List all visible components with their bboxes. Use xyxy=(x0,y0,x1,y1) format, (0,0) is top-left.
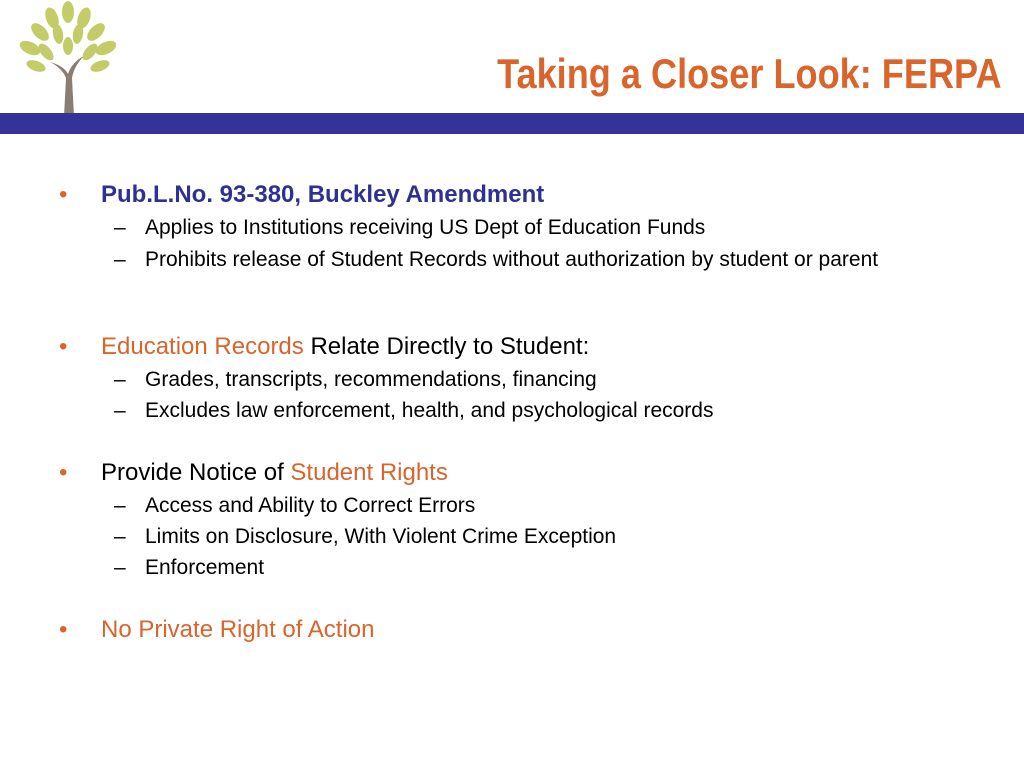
sub-item-text: Grades, transcripts, recommendations, financing xyxy=(145,368,597,391)
bullet-text-highlight: No Private Right of Action xyxy=(101,616,375,643)
dash-glyph: – xyxy=(114,216,126,239)
bullet-student-rights xyxy=(59,459,448,487)
tree-logo-icon xyxy=(12,0,124,116)
sub-item-text: Applies to Institutions receiving US Dept of Education Funds xyxy=(145,216,706,239)
slide-title: Taking a Closer Look: FERPA xyxy=(497,50,1002,97)
sub-item xyxy=(114,247,974,272)
bullet-glyph: • xyxy=(59,459,68,486)
bullet-glyph: • xyxy=(59,333,68,360)
sub-item-text: Access and Ability to Correct Errors xyxy=(145,494,476,517)
dash-glyph: – xyxy=(114,248,126,271)
sub-item xyxy=(114,555,974,580)
bullet-no-private-right xyxy=(59,616,374,644)
bullet-buckley-amendment xyxy=(59,181,544,209)
bullet-text: Provide Notice of xyxy=(101,459,291,486)
sub-item-text: Prohibits release of Student Records without authorization by student or parent xyxy=(145,248,879,271)
dash-glyph: – xyxy=(114,525,126,548)
bullet-text-highlight: Education Records xyxy=(101,333,304,360)
sub-item-text: Limits on Disclosure, With Violent Crime Exception xyxy=(145,525,617,548)
dash-glyph: – xyxy=(114,494,126,517)
sub-item xyxy=(114,493,974,518)
bullet-glyph: • xyxy=(59,181,68,208)
bullet-education-records xyxy=(59,333,589,361)
bullet-text: Pub.L.No. 93-380, Buckley Amendment xyxy=(101,181,545,208)
sub-item xyxy=(114,215,974,240)
bullet-text-highlight: Student Rights xyxy=(290,459,448,486)
title-divider-bar xyxy=(0,113,1024,134)
sub-item xyxy=(114,524,974,549)
sub-item xyxy=(114,367,974,392)
bullet-text: Relate Directly to Student: xyxy=(303,333,590,360)
dash-glyph: – xyxy=(114,399,126,422)
sub-item xyxy=(114,398,974,423)
bullet-glyph: • xyxy=(59,616,68,643)
dash-glyph: – xyxy=(114,368,126,391)
sub-item-text: Enforcement xyxy=(145,556,265,579)
sub-item-text: Excludes law enforcement, health, and psychological records xyxy=(145,399,714,422)
dash-glyph: – xyxy=(114,556,126,579)
